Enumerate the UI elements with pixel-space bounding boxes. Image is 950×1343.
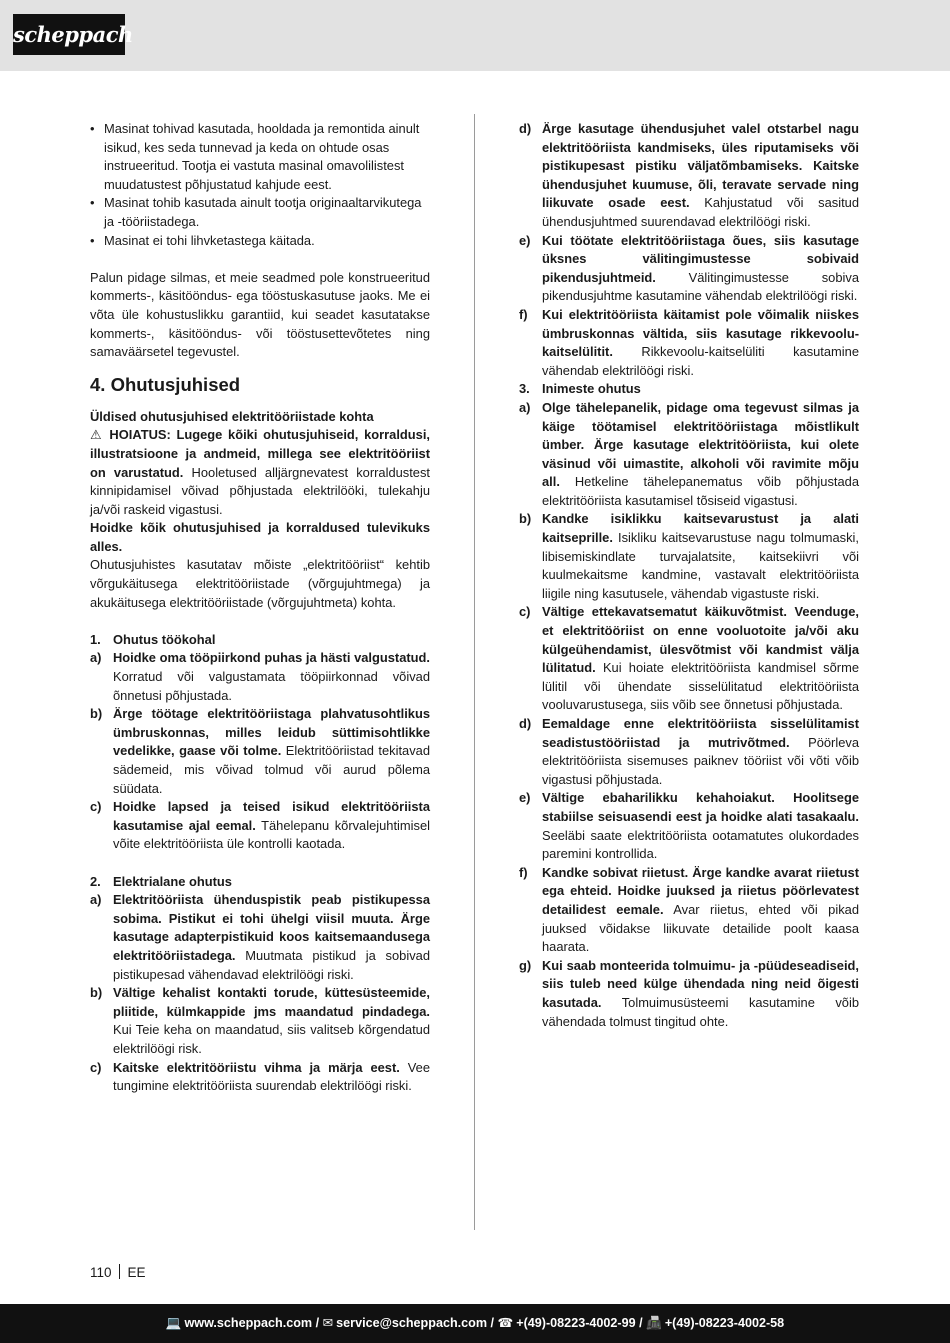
- list-item: g) Kui saab monteerida tolmuimu- ja -püüdeseadiseid, siis tuleb need külge ühendada ning neid õigesti kasutada. Tolmuimusüsteemi kasutamine võib vähendada tolmust tingitud ohte.: [519, 957, 859, 1029]
- list-item: c) Vältige ettekavatsematut käikuvõtmist. Veenduge, et elektritööriist on enne vooluotoite ja/või aku külgeühendamist, ülesvõtmist või kandmist välja lülitatud. Kui hoiate elektritööriista kandmisel sõrme lülitil või ühendate sisselülitatud elektritööriista vooluvarustusega, siis võib see õnnetusi põhjustada.: [519, 604, 859, 713]
- subsection-heading: 1. Ohutus töökohal: [90, 631, 216, 647]
- section-title: 4. Ohutusjuhised: [90, 373, 241, 395]
- list-item: c) Hoidke lapsed ja teised isikud elektritööriista kasutamise ajal eemal. Tähelepanu kõrvalejuhtimisel võite elektritööriista üle kontrolli kaotada.: [90, 799, 430, 852]
- list-item: d) Ärge kasutage ühendusjuhet valel otstarbel nagu elektritööriista kandmiseks, üles riputamiseks või pistikupesast pistiku väljatõmbamiseks. Kaitske ühendusjuhet kuumuse, õli, teravate servade ning liikuvate osade eest. Kahjustatud või sasitud ühendusjuhtmed suurendavad elektrilöögi riski.: [519, 121, 860, 229]
- list-item: a) Elektritööriista ühenduspistik peab pistikupessa sobima. Pistikut ei tohi ühelgi viisil muuta. Ärge kasutage adapterpistikuid koos kaitsemaandusega elektritööriistadega. Muutmata pistikud ja sobivad pistikupesad vähendavad elektrilöögi riski.: [90, 892, 430, 982]
- warning-paragraph: ⚠ HOIATUS: Lugege kõiki ohutusjuhiseid, korraldusi, illustratsioone ja andmeid, millega see elektritööriist on varustatud. Hooletused alljärgnevatest korraldustest kinnipidamisel võivad põhjustada elektrilööki, tulekahju ja/või raskeid vigastusi.: [90, 427, 430, 517]
- list-item: d) Eemaldage enne elektritööriista sisselülitamist seadistustööriistad ja mutrivõtmed. Pöörleva elektritööriista sisemuses paiknev tööriist või võti võib vigastusi põhjustada.: [519, 716, 859, 787]
- bullet-item: • Masinat ei tohi lihvketastega käitada.: [90, 232, 430, 251]
- scheppach-logo: scheppach: [13, 14, 125, 55]
- list-item: e) Kui töötate elektritööriistaga õues, siis kasutage üksnes välitingimustesse sobivaid pikendusjuhtmeid. Välitingimustesse sobiva pikendusjuhtme kasutamine vähendab elektrilöögi riski.: [519, 232, 859, 304]
- mail-icon: ✉: [322, 1316, 334, 1330]
- website-link[interactable]: www.scheppach.com: [184, 1316, 313, 1330]
- bullet-marker: •: [90, 195, 95, 211]
- language-code: EE: [127, 1265, 146, 1280]
- bullet-marker: •: [90, 232, 95, 248]
- list-item: f) Kandke sobivat riietust. Ärge kandke avarat riietust ega ehteid. Hoidke juuksed ja riietus pöörlevatest detailidest eemale. Avar riietus, ehted või pikad juuksed võidakse liikuvate detailide poolt kaasa haarata.: [519, 864, 859, 955]
- column-divider: [474, 114, 475, 1230]
- computer-icon: 💻: [165, 1316, 182, 1330]
- warning-icon: ⚠: [90, 427, 104, 443]
- list-item: c) Kaitske elektritööriistu vihma ja märja eest. Vee tungimine elektritööriista suurendab elektrilöögi riski.: [90, 1059, 430, 1094]
- bullet-item: • Masinat tohivad kasutada, hooldada ja remontida ainult isikud, kes seda tunnevad ja keda on ohtude osas instrueeritud. Tootja ei vastuta masinal omavolilistest muudatustest põhjustatud kahjude eest.: [90, 121, 420, 192]
- keep-instructions: Hoidke kõik ohutusjuhised ja korraldused tulevikuks alles.: [90, 520, 430, 554]
- bullet-marker: •: [90, 121, 95, 136]
- page-number-block: [90, 1264, 146, 1282]
- general-heading: Üldised ohutusjuhised elektritööriistade kohta: [90, 408, 374, 424]
- email-link[interactable]: service@scheppach.com: [336, 1316, 488, 1330]
- definition-paragraph: Ohutusjuhistes kasutatav mõiste „elektritööriist“ kehtib võrgukäitusega elektritööriistade (võrgujuhtmega) ja akukäitusega elektritööriistade (võrgujuhtmeta) kohta.: [90, 557, 430, 610]
- subsection-heading: 2. Elektrialane ohutus: [90, 873, 232, 889]
- list-item: b) Ärge töötage elektritööriistaga plahvatusohtlikus ümbruskonnas, milles leidub süttimisohtlikke vedelikke, gaase või tolme. Elektritööriistad tekitavad sädemeid, mis võivad tolmud või aurud põlema süüdata.: [90, 706, 430, 796]
- list-item: e) Vältige ebaharilikku kehahoiakut. Hoolitsege stabiilse seisuasendi eest ja hoidke alati tasakaalu. Seeläbi saate elektritööriista ootamatutes olukordades paremini kontrollida.: [519, 790, 859, 862]
- left-column: [90, 120, 430, 1096]
- intro-paragraph: Palun pidage silmas, et meie seadmed pole konstrueeritud kommerts-, käsitööndus- ega tööstuskasutuse jaoks. Me ei võta üle kohustuslikku garantiid, kui seadet kasutatakse kommerts-, käsitööndus- või tööstusettevõtetes ning samaväärsetel tegevustel.: [90, 269, 430, 360]
- page-number: 110: [90, 1265, 112, 1280]
- fax-number: +(49)-08223-4002-58: [664, 1316, 785, 1330]
- list-item: a) Hoidke oma tööpiirkond puhas ja hästi valgustatud. Korratud või valgustamata tööpiirkonnad võivad õnnetusi põhjustada.: [90, 650, 430, 703]
- fax-icon: 📠: [646, 1316, 662, 1330]
- phone-icon: ☎: [497, 1316, 514, 1330]
- page-separator: [119, 1264, 120, 1279]
- contact-bar: 💻 www.scheppach.com / ✉ service@scheppach.com / ☎ +(49)-08223-4002-99 / 📠 +(49)-08223-4002-58: [0, 1304, 950, 1343]
- phone-number[interactable]: +(49)-08223-4002-99: [516, 1316, 636, 1330]
- bullet-item: • Masinat tohib kasutada ainult tootja originaaltarvikutega ja -tööriistadega.: [90, 195, 422, 229]
- list-item: f) Kui elektritööriista käitamist pole võimalik niiskes ümbruskonnas vältida, siis kasutage rikkevoolu-kaitselülitit. Rikkevoolu-kaitselüliti kasutamine vähendab elektrilöögi riski.: [519, 306, 859, 378]
- list-item: b) Vältige kehalist kontakti torude, küttesüsteemide, pliitide, külmkappide jms maandatud pindadega. Kui Teie keha on maandatud, siis valitseb kõrgendatud elektrilöögi risk.: [90, 985, 430, 1056]
- right-column: [519, 120, 859, 1031]
- subsection-heading: 3. Inimeste ohutus: [519, 381, 641, 397]
- page-header: [0, 0, 950, 71]
- list-item: a) Olge tähelepanelik, pidage oma tegevust silmas ja käige töötamisel elektritööriistaga mõistlikult ümber. Ärge kasutage elektritööriista, kui olete väsinud või uimastite, alkoholi või ravimite mõju all. Hetkeline tähelepanematus võib põhjustada elektritööriista kasutamisel tõsiseid vigastusi.: [519, 399, 859, 508]
- list-item: b) Kandke isiklikku kaitsevarustust ja alati kaitseprille. Isikliku kaitsevarustuse nagu tolmumaski, libisemiskindlate turvajalatsite, kaitsekiivri või kuulmekaitsme kandmine, vastavalt elektritööriista liigile ning kasutusele, vähendab vigastuste riski.: [519, 511, 859, 601]
